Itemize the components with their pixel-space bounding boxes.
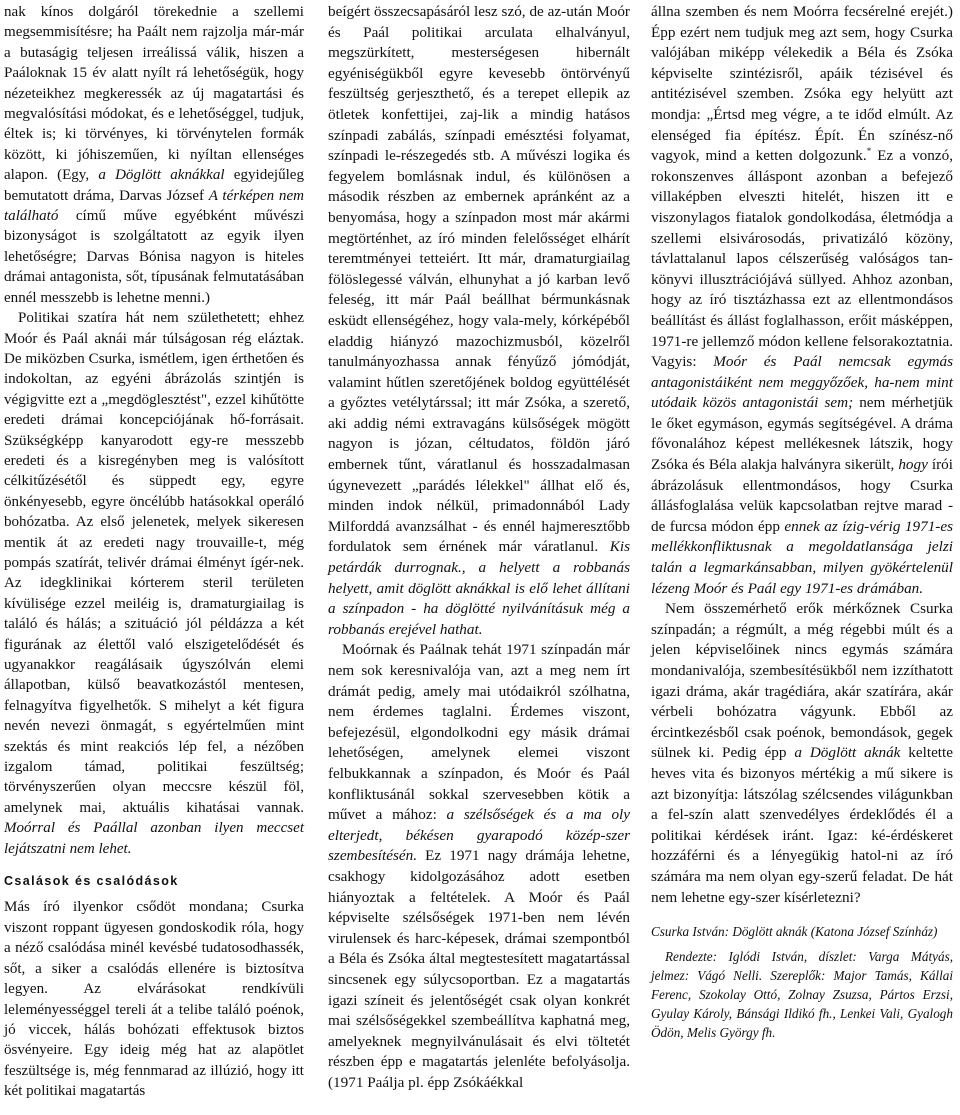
text-column-3 — [651, 2, 953, 1042]
italic-text: Moórral és Paállal azonban ilyen meccset lejátszatni nem lehet. — [4, 820, 304, 857]
italic-text: Kis petárdák durrognak., a helyett a robbanás helyett, amit döglött aknákkal is elő lehet állítani a színpadon - ha döglötté nyilvánításuk még a robbanás erejével hathat. — [328, 538, 630, 638]
text-run: című műve egyébként művészi bizonyságot is szolgáltatott az egyik ilyen lehetőségre; Darvas Bónisa nagyon is hiteles drámai antagonista, sőt, típusának felmutatásában ennél messzebb is lehetne menni.) — [4, 208, 304, 306]
italic-text: Moór és Paál nemcsak egymás antagonistáiként nem meggyőzőek, ha-nem mint utódaik közös antagonistái sem; — [651, 353, 953, 412]
text-column-2 — [328, 2, 630, 1093]
article-paragraph — [651, 599, 953, 908]
text-run: Más író ilyenkor csődöt mondana; Csurka viszont roppant ügyesen gondoskodik róla, hogy a néző csalódása minél kevésbé tudatosodhassék, sőt, a siker a csalódás ellenére is biztosítva legyen. Az elvárásokat rendkívüli leleményességgel tereli át a telibe találó poénok, jó viccek, hálás bohózati effektusok biztos ösvényeire. Egy ideig még hat az alapötlet feszültsége is, még fennmarad az illúzió, hogy itt két politikai magatartás — [4, 899, 304, 1100]
text-run: nak kínos dolgáról törekednie a szellemi megsemmisítésre; ha Paált nem rajzolja már-már a butaságig teljesen irreálissá válik, hiszen a Paáloknak 15 év alatt nyílt rá lehetőségük, hogy nézeteikhez megkeressék az új magatartási és megvalósítási módokat, és e lehetőséggel, tudjuk, éltek is; ki törvényes, ki törvénytelen formák között, ki jóhiszeműen, ki nyíltan ellenséges alapon. (Egy, — [4, 4, 304, 184]
text-run: Moórnak és Paálnak tehát 1971 színpadán már nem sok keresnivalója van, azt a meg nem írt drámát pedig, amely mai utódaikról szólhatna, nem érdemes taglalni. Érdemes viszont, befejezésül, elgondolkodni egy másik drámai lehetőségen, amelynek elemei viszont felbukkannak a színpadon, és Moór és Paál konfliktusánál sokkal szervesebben kötik a művet a mához: — [328, 641, 630, 824]
production-credits — [651, 922, 953, 1042]
italic-text: a szélsőségek és a ma oly elterjedt, békésen gyarapodó közép-szer szembesítésén. — [328, 806, 630, 865]
italic-text: A térképen nem található — [4, 187, 304, 225]
article-paragraph — [651, 2, 953, 599]
column-3-body — [651, 2, 953, 908]
credits-source: Csurka István: Döglött aknák (Katona József Színház) — [651, 924, 938, 940]
text-run: nem mérhetjük le őket egymáson, egymás segítségével. A dráma fővonalához képest mellékesnek látszik, hogy Zsóka és Béla alakja halványra sikerült, — [651, 394, 953, 474]
article-paragraph — [328, 2, 630, 640]
text-column-1 — [4, 2, 304, 1102]
text-run: Ez 1971 nagy drámája lehetne, csakhogy kidolgozásához adott esetben hiányoztak a feltételek. A Moór és Paál képviselte szélsőségek 1971-ben nem lévén virulensek és harc-képesek, drámai szempontból a Béla és Zsóka által megtestesített magatartással sincsenek egy súlycsoportban. Ez a magatartás igazi színeit és jelentőségét csak olyan konkrét mai szélsőségekkel szembeállítva kaphatná meg, amelyeknek megnyilvánulásait és elvi töltetét részben épp e magatartás jelenléte befolyásolja. (1971 Paálja pl. épp Zsókáékkal — [328, 847, 630, 1091]
article-paragraph — [4, 308, 304, 859]
article-paragraph — [4, 897, 304, 1101]
article-paragraph — [4, 2, 304, 308]
article-paragraph — [328, 640, 630, 1093]
text-run: Politikai szatíra hát nem születhetett; ehhez Moór és Paál aknái már túlságosan rég eláztak. De miközben Csurka, ismétlem, igen érthetően és indokoltan, az egyéni ábrázolás szintjén is végigvitte ezt a „megdöglesztést", ezzel kihűtötte eredeti drámai koncepciójának hő-forrásait. Szükségképp kanyarodott egy-re messzebb eredeti és a kisregényben meg is valósított célkitűzésétől és süppedt egy, egyre önkényesebb, egyre öncélúbb hatásokkal operáló bohózatba. Az első jelenetek, melyek sikeresen mentik át az eredeti nagy trouvaille-t, még pompás szatírát, telivér drámai élményt ígér-nek. Az idegklinikai kórterem steril területen kívülisége ezzel meiléig is, dramaturgiailag is találó és hálás; a szituáció jól példázza a két figurának az élettől való elszigetelődését és ugyanakkor reagálásaik úgyszólván elemi állapotban, külső beavatkozástól mentesen, felnagyítva figyelhetők. S mihelyt a két figura nevén nevezi önmagát, s egyértelműen mint szektás és mint reakciós lép fel, a nézőben izgalom támad, politikai feszültség; törvényszerűen olyan meccsre készül föl, amelynek mai, aktuális kihatásai vannak. — [4, 310, 304, 816]
footnote-marker: * — [866, 146, 872, 157]
italic-text: a Döglött aknák — [794, 744, 901, 762]
credits-cast: Rendezte: Iglódi István, díszlet: Varga Mátyás, jelmez: Vágó Nelli. Szereplők: Major Tamás, Kállai Ferenc, Szokolay Ottó, Zolnay Zsuzsa, Pártos Erzsi, Gyulay Károly, Bánsági Ildikó fh., Lenkei Vali, Gyalogh Ödön, Melis György fh. — [651, 949, 953, 1041]
text-run: beígért összecsapásáról lesz szó, de az-után Moór és Paál politikai arculata elhalványul, megszürkített, mesterségesen hibernált egyéniségükből egyre kevesebb öntörvényű feszültség gerjeszthető, és a terepet ellepik az ötletek konfettijei, zaj-lik a mindig hatásos színpadi zabálás, színpadi emésztési folyamat, színpadi le-részegedés stb. A művészi logika és fegyelem bomlásnak indul, és különösen a második részben az embernek apránként az a benyomása, hogy a színpadon most már akármi megtörténhet, az író minden felelősséget elhárít teremtményei tetteiért. Itt már, dramaturgiailag fölöslegessé válván, elhunyhat a jó karban levő feleség, itt már Paál beállhat bérmunkásnak esküdt ellenségéhez, hogy vala-mely, kórképéből eladdig hiányzó mazochizmusból, közelről tanulmányozhassa annak fényűző jómódját, valamint hűtlen szeretőjének boldog együttélését a győztes vetélytárssal; itt már Zsóka, a szerető, aki addig némi extravagáns külsőségek mögött nagyon is józan, céltudatos, földön járó embernek tűnt, váratlanul és hosszadalmasan úgynevezett „parádés lélekkel" állhat elő és, minden indok nélkül, primadonnából Lady Milforddá avanzsálhat - és ennél hajmeresztőbb fordulatok sem érnének már váratlanul. — [328, 3, 630, 556]
text-run: Csalások és csalódások — [4, 874, 179, 889]
italic-text: ennek az ízig-vérig 1971-es mellékkonfliktusnak a megoldatlansága jelzi talán a legmarkánsabban, milyen gyökértelenül lézeng Moór és Paál egy 1971-es drámában. — [651, 517, 953, 597]
text-run: Ez a vonzó, rokonszenves álláspont azonban a befejező villaképben elveszti hitelét, hiszen itt e viszonylagos fiatalok gondolkodása, életmódja a szellemi elsivárosodás, privatizáló közöny, távlattalanul lapos célszerűség valóságos tan-könyvi illusztrációjává süllyed. Ahhoz azonban, hogy az író tisztázhassa ezt az ellentmondásos beállítást és állást foglalhasson, erőit másképpen, 1971-re jellemző módon kellene felsorakoztatnia. Vagyis: — [651, 147, 953, 371]
text-run: Nem összemérhető erők mérkőznek Csurka színpadán; a régmúlt, a még régebbi múlt és a jelen képviselőinek nincs egymás számára mondanivalója, szembesítésükből nem izzíthatott igazi dráma, akár tragédiára, akár szatírára, akár vérbeli bohózatra vágyunk. Ebből az ércintkezésből csak poénok, bemondások, gegek sülnek ki. Pedig épp — [651, 600, 953, 762]
italic-text: a Döglött aknákkal — [98, 167, 225, 184]
text-run: egyidejűleg bemutatott dráma, Darvas József — [4, 167, 304, 204]
italic-text: hogy — [898, 456, 928, 474]
text-run: írói ábrázolásuk ellentmondásos, hogy Csurka állásfoglalása velük kapcsolatban rejtve marad - de furcsa módon épp — [651, 456, 953, 535]
section-subheading — [4, 871, 304, 891]
text-run: állna szemben és nem Moórra fecsérelné erejét.) Épp ezért nem tudjuk meg azt sem, hogy Csurka valójában miképp vélekedik a Béla és Zsóka képviselte szintézisről, apáik tézisével és antitézisével szemben. Zsóka egy helyütt azt mondja: „Értsd meg végre, a te időd elmúlt. Az elenséged fia építész. Épít. Én színész-nő vagyok, mind a ketten dolgozunk. — [651, 3, 953, 165]
text-run: keltette heves vita és bizonyos mértékig a mű sikere is azt bizonyítja: látszólag szélcsendes világunkban a fel-szín alatt szenvedélyes érdeklődés él a politikai kérdések iránt. Igaz: ké-érdéskeret hozzáférni és a lényegükig hatol-ni az író számára ma nem olyan egy-szerű feladat. De hát nem lehetne egy-szer kísérletezni? — [651, 744, 953, 906]
